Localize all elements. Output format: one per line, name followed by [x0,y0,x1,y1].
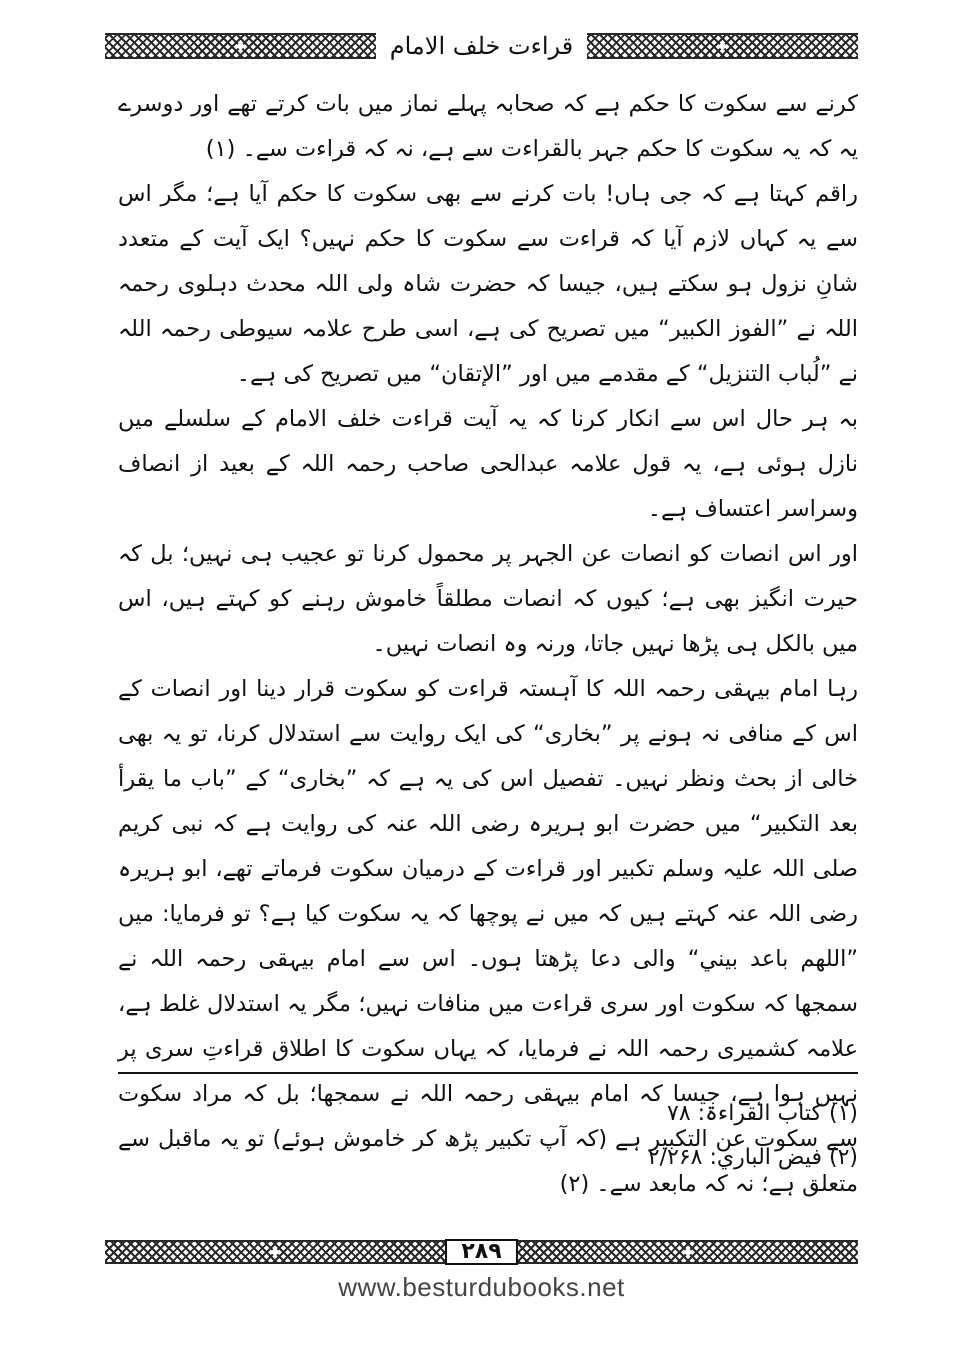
paragraph: رہا امام بیہقی رحمہ اللہ کا آہستہ قراءت کو سکوت قرار دینا اور انصات کے اس کے منافی نہ ہونے پر ”بخاری“ کی ایک روایت سے استدلال کرنا، تو یہ بھی خالی از بحث ونظر نہیں۔ تفصیل اس کی یہ ہے کہ ”بخاری“ کے ”باب ما یقرأ بعد التکبیر“ میں حضرت ابو ہریرہ رضی اللہ عنہ کی روایت ہے کہ نبی کریم صلی اللہ علیہ وسلم تکبیر اور قراءت کے درمیان سکوت فرماتے تھے، ابو ہریرہ رضی اللہ عنہ کہتے ہیں کہ میں نے پوچھا کہ یہ سکوت کیا ہے؟ تو فرمایا: میں ”اللھم باعد بیني“ والی دعا پڑھتا ہوں۔ اس سے امام بیہقی رحمہ اللہ نے سمجھا کہ سکوت اور سری قراءت میں منافات نہیں؛ مگر یہ استدلال غلط ہے، علامہ کشمیری رحمہ اللہ نے فرمایا، کہ یہاں سکوت کا اطلاق قراءتِ سری پر نہیں ہوا ہے، جیسا کہ امام بیہقی رحمہ اللہ نے سمجھا؛ بل کہ مراد سکوت سے سکوت عن التکبیر ہے (کہ آپ تکبیر پڑھ کر خاموش ہوئے) تو یہ ماقبل سے متعلق ہے؛ نہ کہ مابعد سے۔ (۲) [118,676,858,1197]
page-number: ۲۸۹ [445,1239,517,1265]
header-ornament-left [105,33,376,59]
footer-ornament-right [518,1240,858,1264]
footnote-divider [118,1072,858,1074]
running-title: قراءت خلف الامام [389,32,574,60]
paragraph: اور اس انصات کو انصات عن الجہر پر محمول کرنا تو عجیب ہی نہیں؛ بل کہ حیرت انگیز بھی ہے؛ کیوں کہ انصات مطلقاً خاموش رہنے کو کہتے ہیں، اس میں بالکل ہی پڑھا نہیں جاتا، ورنہ وہ انصات نہیں۔ [118,541,858,657]
paragraph: بہ ہر حال اس سے انکار کرنا کہ یہ آیت قراءت خلف الامام کے سلسلے میں نازل ہوئی ہے، یہ قول علامہ عبدالحی صاحب رحمہ اللہ کے بعید از انصاف وسراسر اعتساف ہے۔ [118,406,858,522]
footnote-2: (۲) فیض الباري: ۲/۲۶۸ [647,1145,858,1170]
watermark-url: www.besturdubooks.net [338,1272,625,1302]
page-header [105,26,858,66]
footer-ornament-left [105,1240,445,1264]
footnote-1: (۱) کتاب القراءۃ: ۷۸ [667,1101,858,1126]
footnotes [118,1092,858,1180]
paragraph: کرنے سے سکوت کا حکم ہے کہ صحابہ پہلے نماز میں بات کرتے تھے اور دوسرے یہ کہ یہ سکوت کا حکم جہر بالقراءت سے ہے، نہ کہ قراءت سے۔ (۱) [118,91,858,162]
page-footer [105,1238,858,1266]
header-ornament-right [587,33,858,59]
paragraph: راقم کہتا ہے کہ جی ہاں! بات کرنے سے بھی سکوت کا حکم آیا ہے؛ مگر اس سے یہ کہاں لازم آیا کہ قراءت سے سکوت کا حکم نہیں؟ ایک آیت کے متعدد شانِ نزول ہو سکتے ہیں، جیسا کہ حضرت شاہ ولی اللہ محدث دہلوی رحمہ اللہ نے ”الفوز الکبیر“ میں تصریح کی ہے، اسی طرح علامہ سیوطی رحمہ اللہ نے ”لُباب التنزیل“ کے مقدمے میں اور ”الإتقان“ میں تصریح کی ہے۔ [118,181,858,387]
